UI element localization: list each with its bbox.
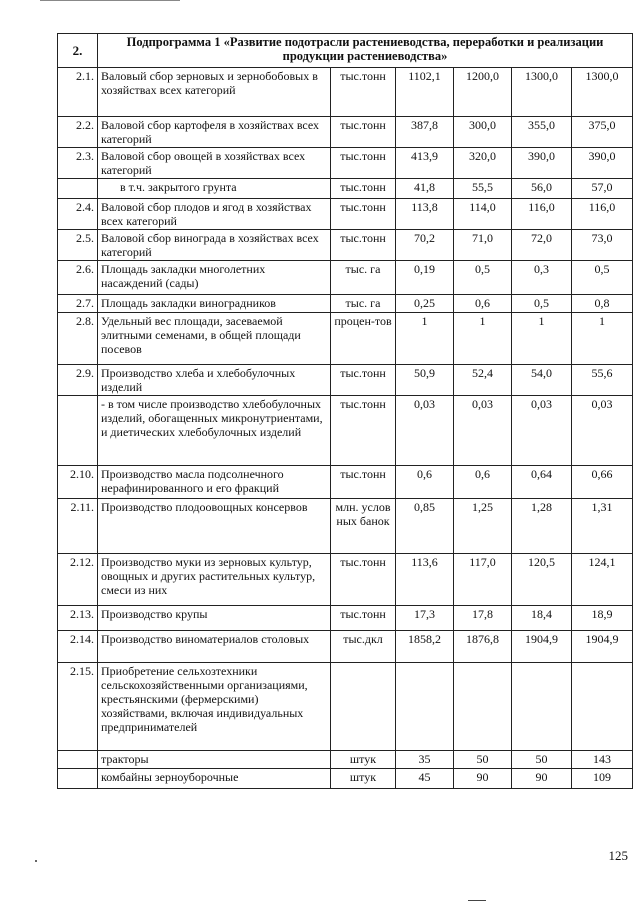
value-cell: 17,8 <box>454 606 512 631</box>
table-row <box>58 751 633 769</box>
value-cell: 0,5 <box>454 261 512 295</box>
row-number: 2.2. <box>58 117 98 148</box>
table-row <box>58 631 633 663</box>
value-cell: 50 <box>512 751 572 769</box>
value-cell: 114,0 <box>454 199 512 230</box>
value-cell: 120,5 <box>512 554 572 606</box>
value-cell: 1904,9 <box>572 631 633 663</box>
value-cell: 1300,0 <box>572 68 633 117</box>
row-number: 2.13. <box>58 606 98 631</box>
unit-cell: тыс.тонн <box>331 396 396 466</box>
indicator-name: Валовой сбор винограда в хозяйствах всех категорий <box>98 230 331 261</box>
indicator-name: Валовый сбор зерновых и зернобобовых в хозяйствах всех категорий <box>98 68 331 117</box>
table-row <box>58 365 633 396</box>
value-cell: 0,8 <box>572 295 633 313</box>
value-cell: 18,9 <box>572 606 633 631</box>
value-cell: 0,03 <box>512 396 572 466</box>
top-rule <box>40 0 180 1</box>
unit-cell: штук <box>331 769 396 789</box>
indicator-name: тракторы <box>98 751 331 769</box>
value-cell: 116,0 <box>512 199 572 230</box>
value-cell: 73,0 <box>572 230 633 261</box>
value-cell: 0,6 <box>454 295 512 313</box>
value-cell: 390,0 <box>512 148 572 179</box>
row-number: 2.3. <box>58 148 98 179</box>
value-cell <box>396 663 454 751</box>
value-cell: 0,66 <box>572 466 633 499</box>
indicator-name: Приобретение сельхозтехники сельскохозяйственными организациями, крестьянскими (фермерскими) хозяйствами, включая индивидуальных предпринимателей <box>98 663 331 751</box>
unit-cell: тыс.тонн <box>331 554 396 606</box>
unit-cell: тыс.тонн <box>331 68 396 117</box>
unit-cell: тыс.тонн <box>331 148 396 179</box>
value-cell: 1200,0 <box>454 68 512 117</box>
value-cell: 355,0 <box>512 117 572 148</box>
indicator-name: Производство хлеба и хлебобулочных изделий <box>98 365 331 396</box>
table-row <box>58 68 633 117</box>
row-number: 2.11. <box>58 499 98 554</box>
value-cell: 54,0 <box>512 365 572 396</box>
value-cell: 0,25 <box>396 295 454 313</box>
value-cell: 1 <box>572 313 633 365</box>
row-number: 2.5. <box>58 230 98 261</box>
value-cell: 1300,0 <box>512 68 572 117</box>
value-cell: 45 <box>396 769 454 789</box>
row-number: 2.1. <box>58 68 98 117</box>
value-cell: 55,6 <box>572 365 633 396</box>
row-number <box>58 769 98 789</box>
unit-cell: тыс.тонн <box>331 117 396 148</box>
unit-cell: млн. услов ных банок <box>331 499 396 554</box>
table-row <box>58 769 633 789</box>
unit-cell <box>331 663 396 751</box>
indicator-name: Валовой сбор картофеля в хозяйствах всех категорий <box>98 117 331 148</box>
value-cell: 41,8 <box>396 179 454 199</box>
value-cell: 90 <box>454 769 512 789</box>
value-cell: 70,2 <box>396 230 454 261</box>
unit-cell: тыс.дкл <box>331 631 396 663</box>
indicator-name: Производство муки из зерновых культур, овощных и других растительных культур, смеси из них <box>98 554 331 606</box>
value-cell: 90 <box>512 769 572 789</box>
unit-cell: тыс.тонн <box>331 466 396 499</box>
unit-cell: тыс.тонн <box>331 606 396 631</box>
value-cell: 1,25 <box>454 499 512 554</box>
value-cell: 0,5 <box>512 295 572 313</box>
table-row <box>58 148 633 179</box>
table-row <box>58 466 633 499</box>
indicator-name: Валовой сбор плодов и ягод в хозяйствах всех категорий <box>98 199 331 230</box>
row-number: 2.10. <box>58 466 98 499</box>
value-cell: 1876,8 <box>454 631 512 663</box>
unit-cell: тыс.тонн <box>331 230 396 261</box>
row-number: 2.14. <box>58 631 98 663</box>
indicator-name: - в том числе производство хлебобулочных изделий, обогащенных микронутриентами, и диетических хлебобулочных изделий <box>98 396 331 466</box>
unit-cell: тыс.тонн <box>331 179 396 199</box>
scan-dot <box>35 860 37 862</box>
unit-cell: тыс. га <box>331 295 396 313</box>
indicator-name: Производство виноматериалов столовых <box>98 631 331 663</box>
value-cell: 1 <box>512 313 572 365</box>
table-row <box>58 230 633 261</box>
indicators-table <box>57 33 633 789</box>
unit-cell: процен-тов <box>331 313 396 365</box>
indicator-name: Производство масла подсолнечного нерафинированного и его фракций <box>98 466 331 499</box>
row-number: 2.9. <box>58 365 98 396</box>
unit-cell: тыс. га <box>331 261 396 295</box>
value-cell: 1904,9 <box>512 631 572 663</box>
value-cell: 50 <box>454 751 512 769</box>
indicator-name: Валовой сбор овощей в хозяйствах всех категорий <box>98 148 331 179</box>
value-cell: 72,0 <box>512 230 572 261</box>
value-cell: 117,0 <box>454 554 512 606</box>
value-cell: 0,19 <box>396 261 454 295</box>
value-cell: 50,9 <box>396 365 454 396</box>
value-cell: 1 <box>396 313 454 365</box>
row-number: 2.8. <box>58 313 98 365</box>
value-cell: 0,3 <box>512 261 572 295</box>
indicator-name: Площадь закладки многолетних насаждений (сады) <box>98 261 331 295</box>
indicator-name: Удельный вес площади, засеваемой элитными семенами, в общей площади посевов <box>98 313 331 365</box>
bottom-mark <box>468 900 486 901</box>
table-row <box>58 179 633 199</box>
indicator-name: Площадь закладки виноградников <box>98 295 331 313</box>
row-number: 2.6. <box>58 261 98 295</box>
value-cell: 116,0 <box>572 199 633 230</box>
unit-cell: тыс.тонн <box>331 365 396 396</box>
value-cell: 1102,1 <box>396 68 454 117</box>
section-number: 2. <box>58 34 98 68</box>
section-header-row <box>58 34 633 68</box>
value-cell: 390,0 <box>572 148 633 179</box>
value-cell: 413,9 <box>396 148 454 179</box>
row-number <box>58 179 98 199</box>
unit-cell: штук <box>331 751 396 769</box>
value-cell: 1858,2 <box>396 631 454 663</box>
value-cell: 0,85 <box>396 499 454 554</box>
value-cell: 375,0 <box>572 117 633 148</box>
value-cell: 1,31 <box>572 499 633 554</box>
value-cell: 0,03 <box>396 396 454 466</box>
value-cell: 0,64 <box>512 466 572 499</box>
table-row <box>58 396 633 466</box>
value-cell: 57,0 <box>572 179 633 199</box>
value-cell: 109 <box>572 769 633 789</box>
value-cell: 52,4 <box>454 365 512 396</box>
unit-cell: тыс.тонн <box>331 199 396 230</box>
value-cell: 113,8 <box>396 199 454 230</box>
table-row <box>58 199 633 230</box>
table-row <box>58 295 633 313</box>
value-cell: 124,1 <box>572 554 633 606</box>
value-cell: 320,0 <box>454 148 512 179</box>
value-cell: 387,8 <box>396 117 454 148</box>
table-row <box>58 663 633 751</box>
row-number: 2.15. <box>58 663 98 751</box>
indicator-name: Производство плодоовощных консервов <box>98 499 331 554</box>
value-cell: 35 <box>396 751 454 769</box>
value-cell: 55,5 <box>454 179 512 199</box>
table-row <box>58 554 633 606</box>
value-cell: 1,28 <box>512 499 572 554</box>
value-cell: 0,03 <box>454 396 512 466</box>
table-row <box>58 499 633 554</box>
value-cell: 143 <box>572 751 633 769</box>
value-cell: 300,0 <box>454 117 512 148</box>
value-cell: 0,03 <box>572 396 633 466</box>
page-number: 125 <box>608 848 628 863</box>
row-number: 2.12. <box>58 554 98 606</box>
value-cell <box>572 663 633 751</box>
value-cell <box>512 663 572 751</box>
row-number <box>58 751 98 769</box>
indicator-name: Производство крупы <box>98 606 331 631</box>
value-cell: 113,6 <box>396 554 454 606</box>
value-cell: 0,5 <box>572 261 633 295</box>
section-title: Подпрограмма 1 «Развитие подотрасли растениеводства, переработки и реализации продукции растениеводства» <box>98 34 633 68</box>
table-row <box>58 117 633 148</box>
table-row <box>58 313 633 365</box>
row-number: 2.7. <box>58 295 98 313</box>
table-row <box>58 606 633 631</box>
row-number: 2.4. <box>58 199 98 230</box>
value-cell: 71,0 <box>454 230 512 261</box>
value-cell: 56,0 <box>512 179 572 199</box>
value-cell: 0,6 <box>396 466 454 499</box>
indicator-name: комбайны зерноуборочные <box>98 769 331 789</box>
row-number <box>58 396 98 466</box>
value-cell: 18,4 <box>512 606 572 631</box>
table-row <box>58 261 633 295</box>
value-cell: 1 <box>454 313 512 365</box>
indicator-name: в т.ч. закрытого грунта <box>98 179 331 199</box>
value-cell: 0,6 <box>454 466 512 499</box>
value-cell <box>454 663 512 751</box>
value-cell: 17,3 <box>396 606 454 631</box>
